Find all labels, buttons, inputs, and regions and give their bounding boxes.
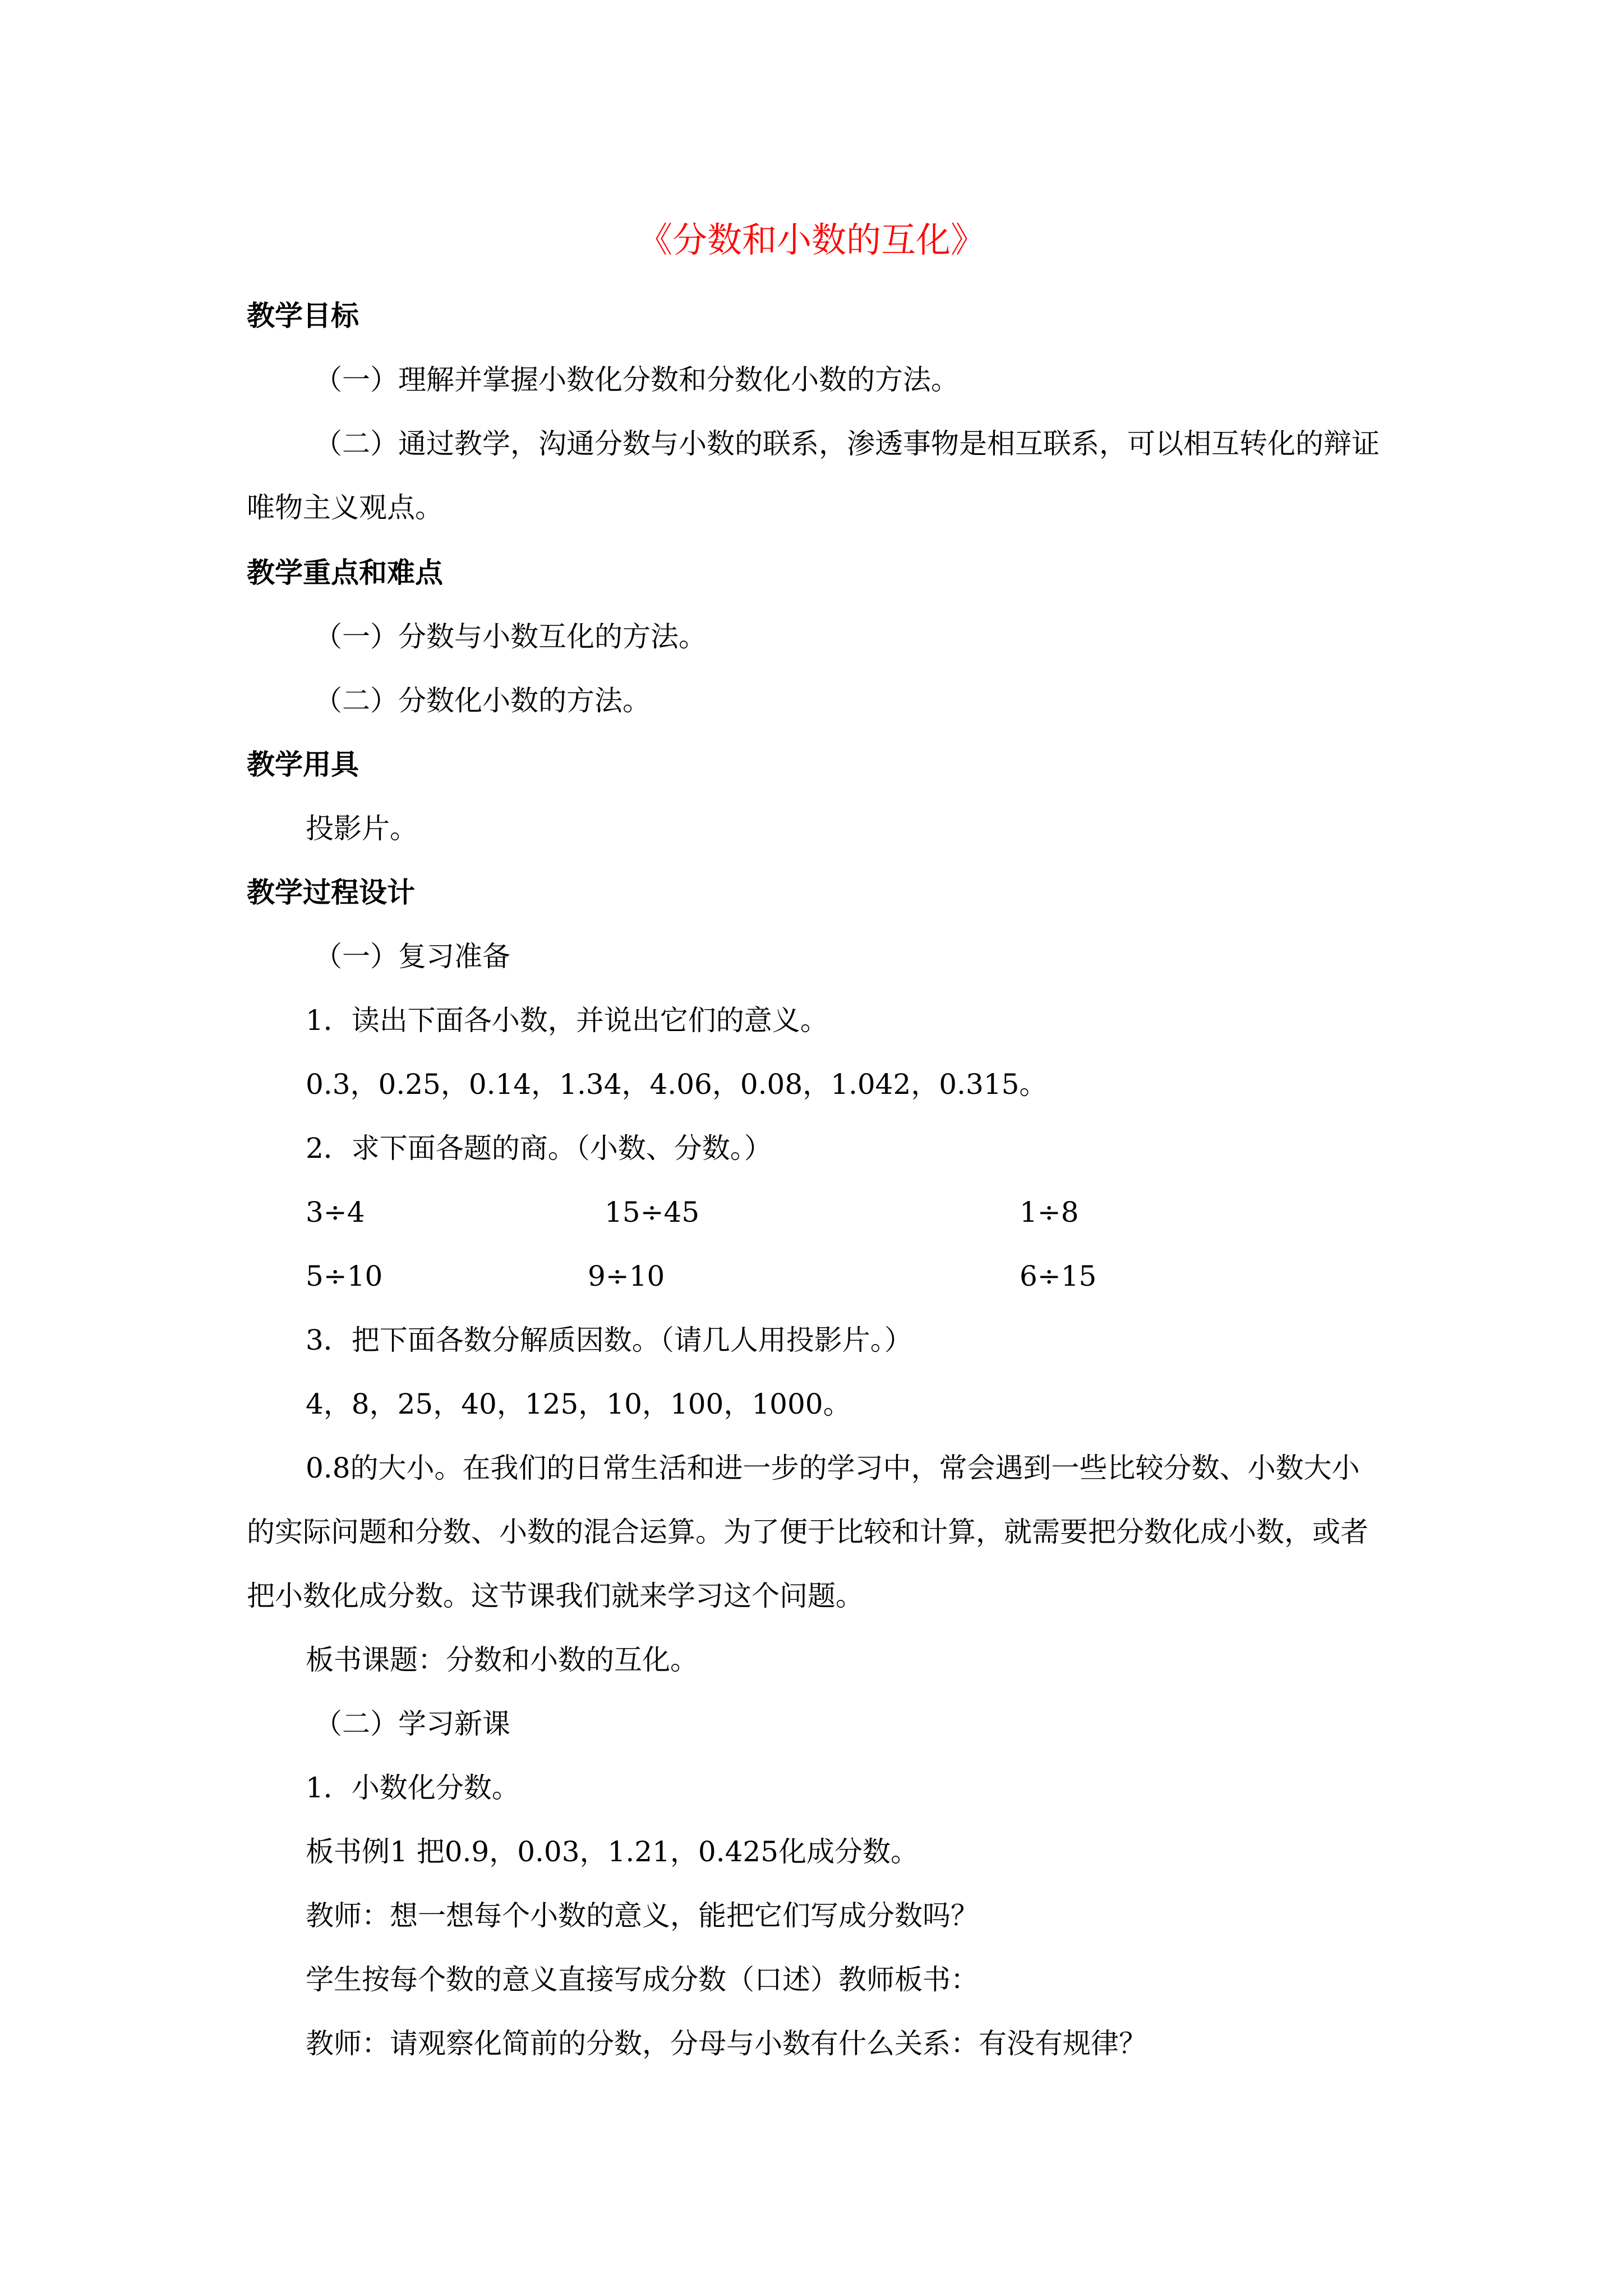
paragraph-new-lesson-title: （二）学习新课	[314, 1708, 510, 1740]
paragraph-new-lesson-item-1: 1．小数化分数。	[306, 1772, 520, 1804]
paragraph-key-2: （二）分数化小数的方法。	[314, 684, 651, 717]
paragraph-goal-2-line-2: 唯物主义观点。	[247, 491, 443, 524]
paragraph-board-title: 板书课题：分数和小数的互化。	[306, 1644, 698, 1676]
division-expression: 3÷4	[306, 1196, 365, 1228]
paragraph-goal-2-line-1: （二）通过教学，沟通分数与小数的联系，渗透事物是相互联系，可以相互转化的辩证	[314, 427, 1380, 460]
heading-key-points: 教学重点和难点	[247, 556, 443, 589]
division-expression: 6÷15	[1020, 1260, 1097, 1292]
paragraph-teacher-question-1: 教师：想一想每个小数的意义，能把它们写成分数吗？	[306, 1899, 979, 1932]
paragraph-intro-line-2: 的实际问题和分数、小数的混合运算。为了便于比较和计算，就需要把分数化成小数，或者	[247, 1516, 1368, 1548]
paragraph-review-question-3: 3．把下面各数分解质因数。（请几人用投影片。）	[306, 1324, 912, 1356]
paragraph-tools-1: 投影片。	[306, 812, 418, 845]
paragraph-key-1: （一）分数与小数互化的方法。	[314, 620, 707, 653]
paragraph-teacher-question-2: 教师：请观察化简前的分数，分母与小数有什么关系：有没有规律？	[306, 2027, 1147, 2060]
paragraph-review-values-3: 4，8，25，40，125，10，100，1000。	[306, 1388, 851, 1420]
paragraph-review-title: （一）复习准备	[314, 940, 510, 973]
division-expression: 15÷45	[605, 1196, 700, 1228]
paragraph-intro-line-3: 把小数化成分数。这节课我们就来学习这个问题。	[247, 1580, 864, 1612]
paragraph-review-values-1: 0.3，0.25，0.14，1.34，4.06，0.08，1.042，0.315。	[306, 1068, 1048, 1101]
heading-teaching-process: 教学过程设计	[247, 876, 415, 909]
division-expression: 5÷10	[306, 1260, 383, 1292]
document-title: 《分数和小数的互化》	[637, 219, 985, 260]
paragraph-review-question-2: 2．求下面各题的商。（小数、分数。）	[306, 1132, 772, 1165]
division-expression: 1÷8	[1020, 1196, 1079, 1228]
paragraph-students-response: 学生按每个数的意义直接写成分数（口述）教师板书：	[306, 1963, 979, 1996]
paragraph-goal-1: （一）理解并掌握小数化分数和分数化小数的方法。	[314, 364, 959, 396]
paragraph-review-question-1: 1．读出下面各小数，并说出它们的意义。	[306, 1004, 828, 1037]
paragraph-intro-line-1: 0.8的大小。在我们的日常生活和进一步的学习中，常会遇到一些比较分数、小数大小	[306, 1452, 1360, 1484]
paragraph-example-1: 板书例1 把0.9，0.03，1.21，0.425化成分数。	[306, 1835, 919, 1868]
division-expression: 9÷10	[588, 1260, 665, 1292]
heading-teaching-goals: 教学目标	[247, 299, 359, 332]
heading-teaching-tools: 教学用具	[247, 748, 359, 781]
